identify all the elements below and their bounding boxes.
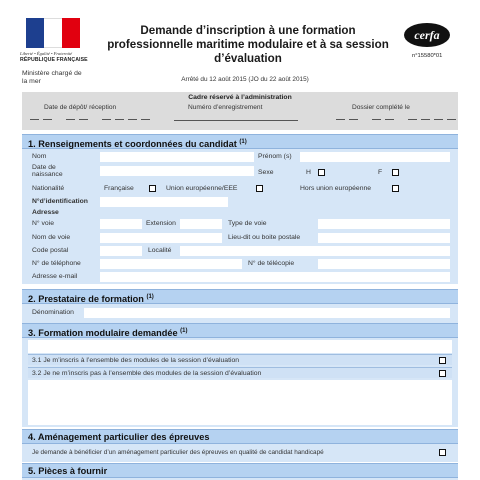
numero-enregistrement-field[interactable] [174, 112, 298, 121]
option-3-1-label: 3.1 Je m’inscris à l’ensemble des modules de la session d’évaluation [32, 357, 240, 364]
ministere-label: Ministère chargé de la mer [22, 70, 82, 85]
admin-reserved-box [22, 92, 458, 130]
section-1-header: 1. Renseignements et coordonnées du candidat $^{(1)}$ [22, 134, 458, 149]
prenoms-label: Prénom (s) [258, 153, 292, 160]
telephone-label: N° de téléphone [32, 260, 81, 267]
prenoms-input[interactable] [300, 152, 450, 162]
nom-label: Nom [32, 153, 47, 160]
option-3-2-checkbox[interactable] [439, 370, 446, 377]
french-flag-icon [26, 18, 80, 48]
extension-label: Extension [146, 220, 176, 227]
code-postal-label: Code postal [32, 247, 69, 254]
footnote-marker: (1) [180, 328, 188, 334]
localite-input[interactable] [180, 246, 450, 256]
lieu-dit-label: Lieu-dit ou boite postale [228, 234, 301, 241]
section-2-header: 2. Prestataire de formation $^{(1)}$ [22, 289, 458, 304]
section-5-header: 5. Pièces à fournir [22, 463, 458, 478]
telecopie-label: N° de télécopie [248, 260, 295, 267]
nationalite-label: Nationalité [32, 185, 65, 192]
option-3-1-row[interactable] [28, 354, 452, 365]
logo-republic-label: RÉPUBLIQUE FRANÇAISE [20, 57, 88, 63]
numero-enregistrement-label: Numéro d’enregistrement [188, 104, 263, 111]
dossier-complete-field[interactable] [336, 119, 456, 120]
nat-ue-checkbox[interactable] [256, 185, 263, 192]
footnote-marker: (1) [146, 294, 154, 300]
num-voie-label: N° voie [32, 220, 54, 227]
nat-hors-ue-checkbox[interactable] [392, 185, 399, 192]
localite-label: Localité [148, 247, 172, 254]
footnote-marker: (1) [239, 139, 247, 145]
type-voie-label: Type de voie [228, 220, 267, 227]
extension-input[interactable] [180, 219, 222, 229]
logo-motto: Liberté • Égalité • Fraternité [20, 51, 73, 56]
nat-francaise-checkbox[interactable] [149, 185, 156, 192]
section-prestataire [22, 289, 458, 323]
sexe-f-label: F [378, 169, 383, 176]
num-identification-label: N°d’identification [32, 198, 88, 205]
code-postal-input[interactable] [100, 246, 142, 256]
page-title: Demande d’inscription à une formation professionnelle maritime modulaire et à sa session d’évaluation [107, 24, 389, 65]
email-input[interactable] [100, 272, 450, 282]
date-depot-field[interactable] [30, 119, 150, 120]
option-3-1-checkbox[interactable] [439, 357, 446, 364]
nom-voie-label: Nom de voie [32, 234, 71, 241]
option-3-2-label: 3.2 Je ne m’inscris pas à l’ensemble des modules de la session d’évaluation [32, 370, 262, 377]
option-3-2-row[interactable] [28, 367, 452, 378]
date-naissance-input[interactable] [100, 166, 254, 176]
cerfa-number: n°15580*01 [412, 53, 443, 59]
nom-input[interactable] [100, 152, 254, 162]
nat-francaise-label: Française [104, 185, 134, 192]
type-voie-input[interactable] [318, 219, 450, 229]
denomination-label: Dénomination [32, 309, 74, 316]
numero-sign: n° [412, 53, 418, 59]
arrete-reference: Arrêté du 12 août 2015 (JO du 22 août 2015) [181, 76, 309, 83]
nat-ue-label: Union européenne/EEE [166, 185, 238, 192]
email-label: Adresse e-mail [32, 273, 78, 280]
denomination-input[interactable] [84, 308, 450, 318]
section-4-header: 4. Aménagement particulier des épreuves [22, 429, 458, 444]
republique-francaise-logo [20, 18, 88, 63]
telecopie-input[interactable] [318, 259, 450, 269]
nat-hors-ue-label: Hors union européenne [300, 185, 372, 192]
num-identification-input[interactable] [100, 197, 228, 207]
section-amenagement [22, 429, 458, 462]
section-formation [22, 323, 458, 427]
date-naissance-label: Date de naissance [32, 164, 63, 178]
sexe-f-checkbox[interactable] [392, 169, 399, 176]
adresse-label: Adresse [32, 209, 59, 216]
num-voie-input[interactable] [100, 219, 142, 229]
section-candidat [22, 134, 458, 284]
sexe-label: Sexe [258, 169, 274, 176]
dossier-complete-label: Dossier complété le [352, 104, 410, 111]
date-depot-label: Date de dépôt/ réception [44, 104, 117, 111]
telephone-input[interactable] [100, 259, 242, 269]
modules-list-area[interactable] [28, 380, 452, 425]
lieu-dit-input[interactable] [318, 233, 450, 243]
amenagement-checkbox[interactable] [439, 449, 446, 456]
section-3-header: 3. Formation modulaire demandée $^{(1)}$ [22, 323, 458, 338]
sexe-h-label: H [306, 169, 311, 176]
cerfa-logo: cerfa [404, 23, 450, 47]
formation-blank-row [28, 340, 452, 353]
amenagement-text: Je demande à bénéficier d’un aménagement particulier des épreuves en qualité de candidat handicapé [32, 449, 324, 456]
nom-voie-input[interactable] [100, 233, 222, 243]
section-pieces [22, 463, 458, 480]
admin-title: Cadre réservé à l’administration [188, 94, 292, 101]
sexe-h-checkbox[interactable] [318, 169, 325, 176]
